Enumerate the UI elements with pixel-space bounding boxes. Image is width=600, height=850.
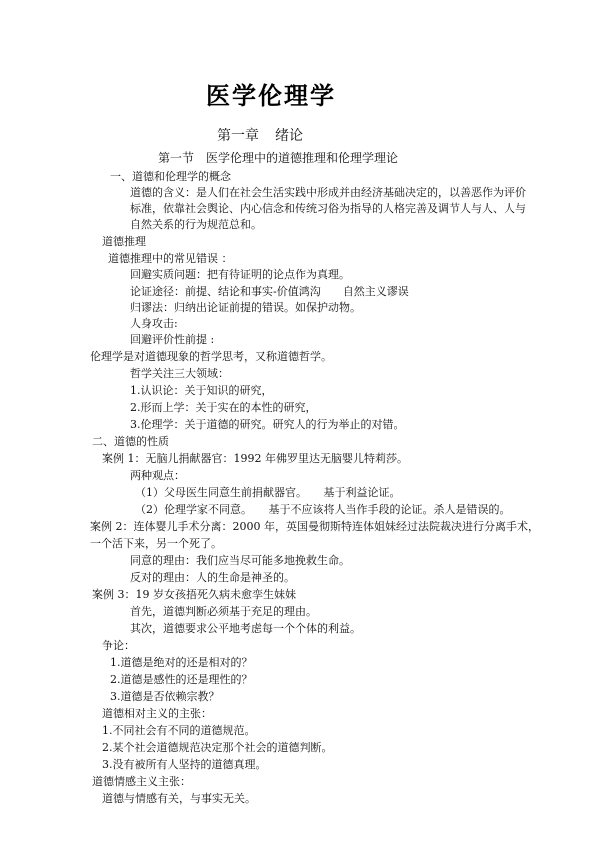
list-item: 1.不同社会有不同的道德规范。 [102,724,256,737]
list-item: 人身攻击: [130,317,178,330]
text-line: 首先，道德判断必须基于充足的理由。 [130,605,317,618]
paragraph-line: 标准，依靠社会舆论、内心信念和传统习俗为指导的人格完善及调节人与人、人与 [130,202,526,215]
text-line: 反对的理由：人的生命是神圣的。 [130,571,295,584]
list-item: 论证途径：前提、结论和事实-价值鸿沟 自然主义谬误 [130,285,409,298]
list-item: （2）伦理学家不同意。 基于不应该将人当作手段的论证。杀人是错误的。 [135,503,511,516]
list-item: 回避评价性前提 : [130,333,215,346]
text-line: 道德推理中的常见错误 ： [108,252,233,265]
list-item: 3.没有被所有人坚持的道德真理。 [102,758,267,771]
list-item: 1.道德是绝对的还是相对的？ [110,656,253,669]
text-line: 其次，道德要求公平地考虑每一个个体的利益。 [130,622,361,635]
list-item: 3.道德是否依赖宗教？ [110,690,220,703]
list-item: 2.某个社会道德规范决定那个社会的道德判断。 [102,741,333,754]
case-line: 案例 2：连体婴儿手术分离：2000 年，英国曼彻斯特连体姐妹经过法院裁决进行分离手术， [90,520,539,533]
list-item: （1）父母医生同意生前捐献器官。 基于利益论证。 [135,486,401,499]
text-line: 哲学关注三大领域： [130,367,229,380]
subheading-debate: 争论： [102,639,135,652]
case-line: 案例 3：19 岁女孩捂死久病未愈孪生妹妹 [92,588,296,601]
subheading-moral-reasoning: 道德推理 [102,235,146,248]
list-item: 2.形而上学：关于实在的本性的研究， [130,401,317,414]
paragraph-line: 道德的含义：是人们在社会生活实践中形成并由经济基础决定的，以善恶作为评价 [130,186,526,199]
subheading-relativism: 道德相对主义的主张： [102,707,212,720]
text-line: 同意的理由：我们应当尽可能多地挽救生命。 [130,554,350,567]
paragraph-line: 自然关系的行为规范总和。 [130,218,262,231]
chapter-heading [217,127,303,145]
text-line: 道德与情感有关，与事实无关。 [102,792,256,805]
section-heading: 第一节 医学伦理中的道德推理和伦理学理论 [158,151,399,165]
case-line: 案例 1：无脑儿捐献器官：1992 年佛罗里达无脑婴儿特莉莎。 [102,452,408,465]
list-item: 1.认识论：关于知识的研究， [130,384,273,397]
list-item: 2.道德是感性的还是理性的？ [110,673,253,686]
text-line: 伦理学是对道德现象的哲学思考，又称道德哲学。 [90,350,332,363]
list-item: 3.伦理学：关于道德的研究。研究人的行为举止的对错。 [130,418,405,431]
chapter-number: 第一章 [217,128,259,144]
document-title: 医学伦理学 [206,82,336,110]
list-item: 回避实质问题：把有待证明的论点作为真理。 [130,268,350,281]
list-item: 归谬法：归纳出论证前提的错误。如保护动物。 [130,301,361,314]
text-line: 两种观点： [130,469,185,482]
case-line: 一个活下来，另一个死了。 [90,537,222,550]
chapter-name: 绪论 [275,128,303,144]
heading-concepts: 一、道德和伦理学的概念 [110,170,231,183]
subheading-emotivism: 道德情感主义主张： [92,775,191,788]
heading-nature: 二、道德的性质 [92,435,169,448]
